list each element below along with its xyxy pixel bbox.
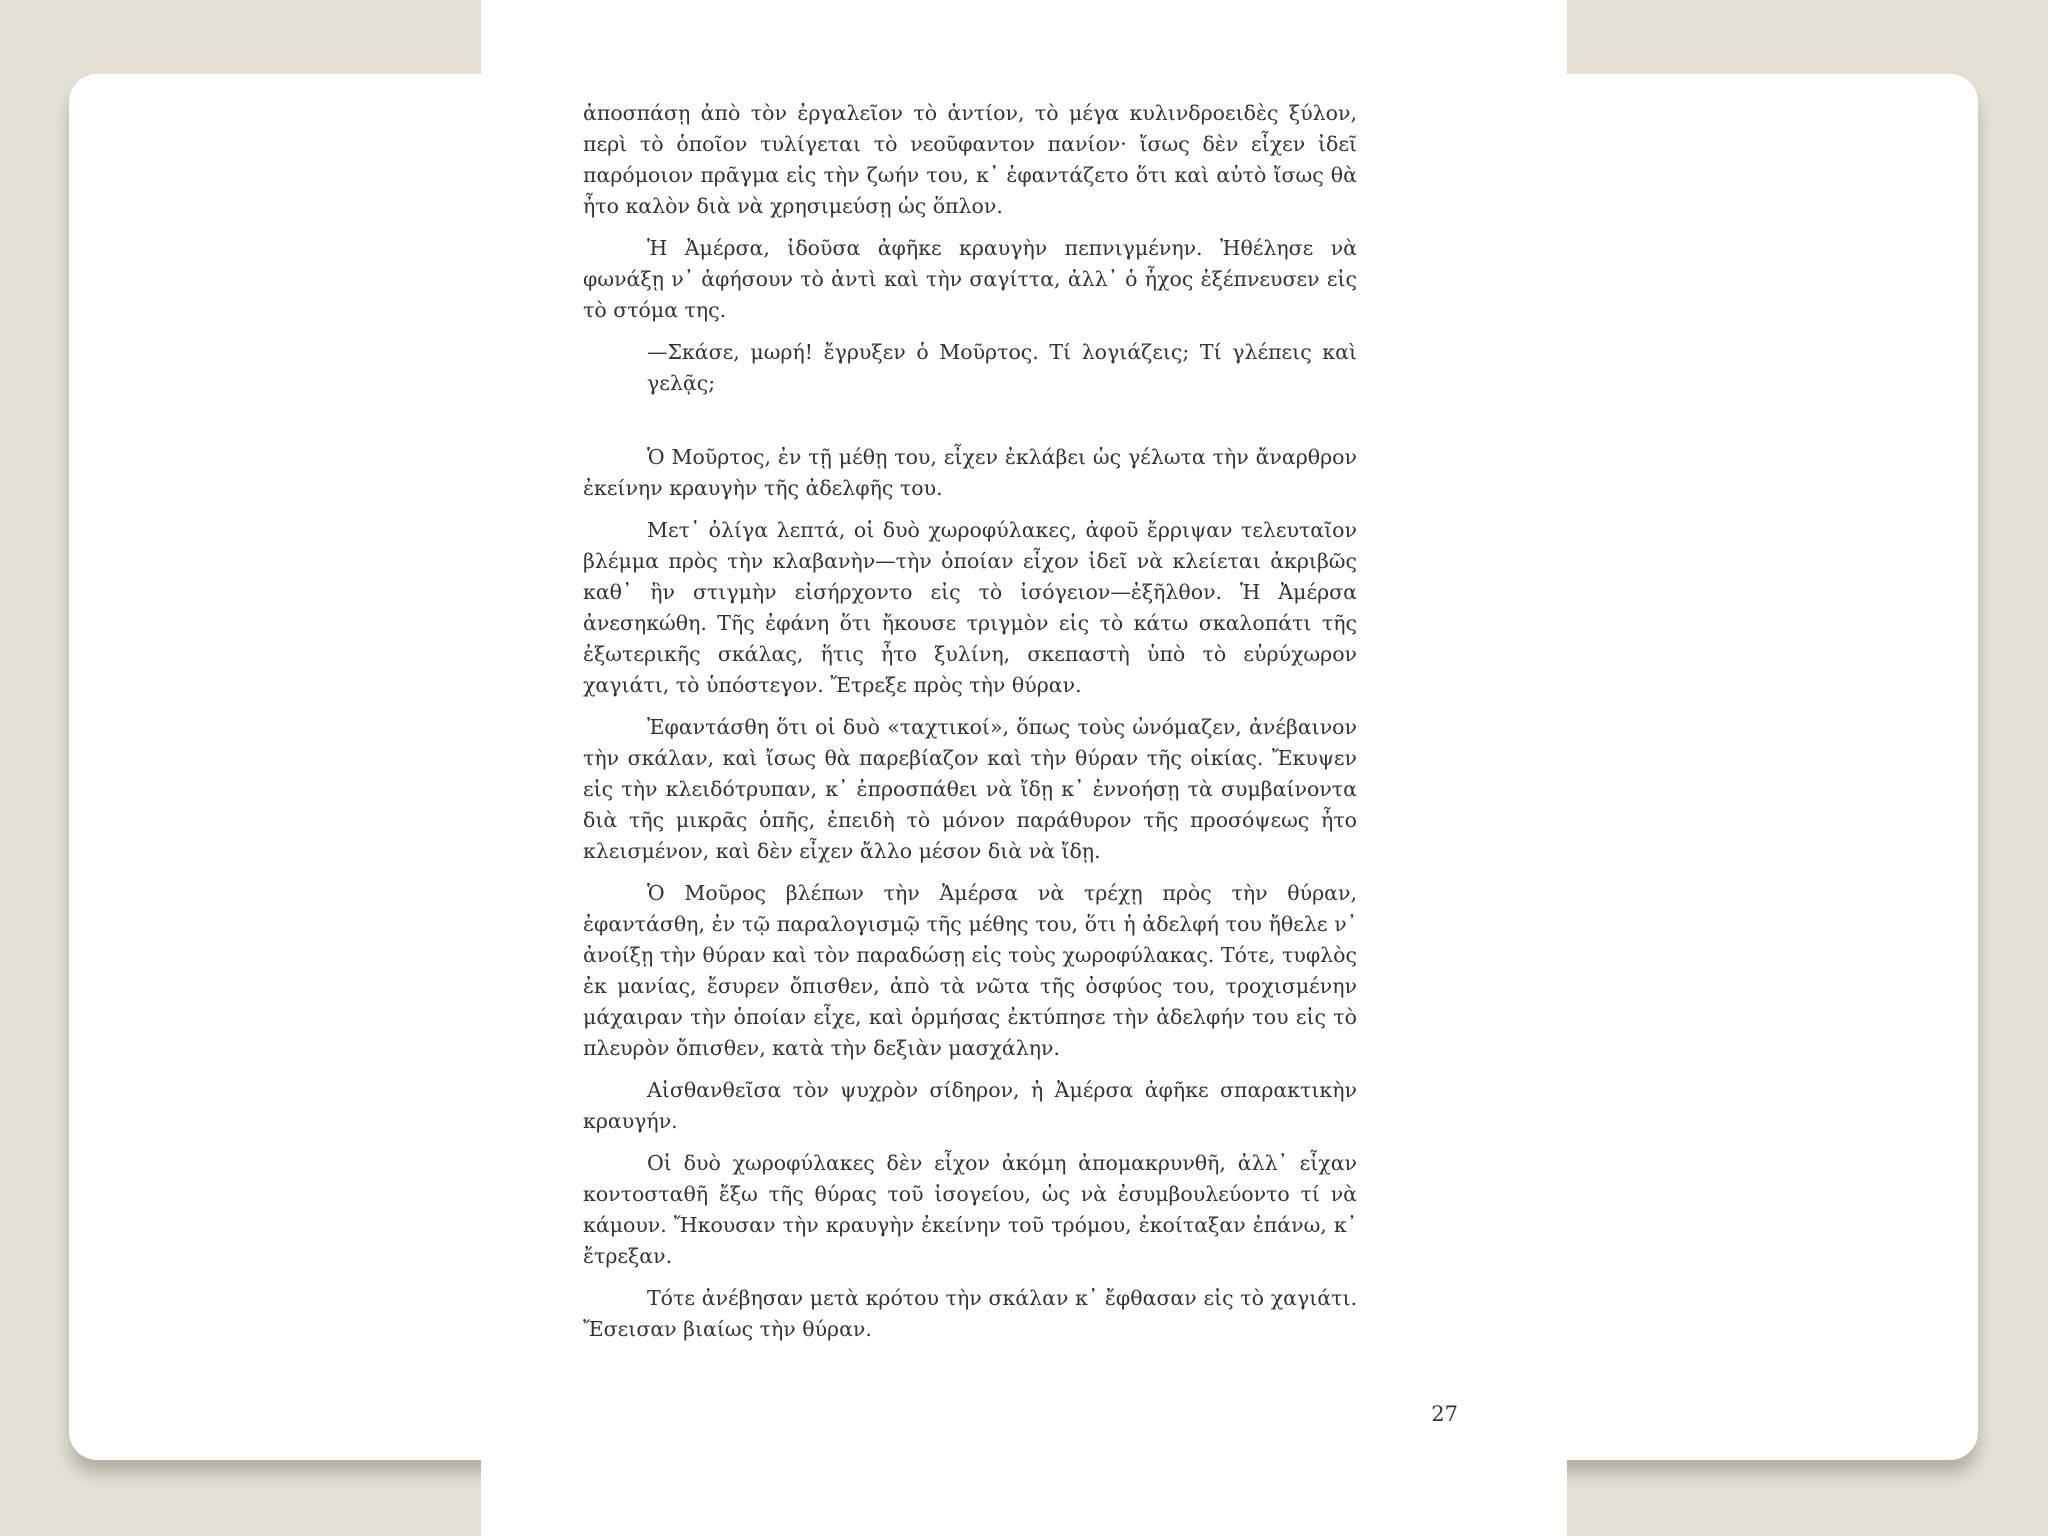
paragraph: Ἐφαντάσθη ὅτι οἱ δυὸ «ταχτικοί», ὅπως τοὺς ὠνόμαζεν, ἀνέβαινον τὴν σκάλαν, καὶ ἴσως θὰ παρεβίαζον καὶ τὴν θύραν τῆς οἰκίας. Ἔκυψεν εἰς τὴν κλειδότρυπαν, κ᾽ ἐπροσπάθει νὰ ἴδῃ κ᾽ ἐννοήσῃ τὰ συμβαίνοντα διὰ τῆς μικρᾶς ὀπῆς, ἐπειδὴ τὸ μόνον παράθυρον τῆς προσόψεως ἦτο κλεισμένον, καὶ δὲν εἶχεν ἄλλο μέσον διὰ νὰ ἴδῃ. — [583, 715, 1357, 863]
paragraph: Ἡ Ἀμέρσα, ἰδοῦσα ἀφῆκε κραυγὴν πεπνιγμένην. Ἠθέλησε νὰ φωνάξῃ ν᾽ ἀφήσουν τὸ ἀντὶ καὶ τὴν σαγίττα, ἀλλ᾽ ὁ ἦχος ἐξέπνευσεν εἰς τὸ στόμα της. — [583, 236, 1357, 322]
page-number: 27 — [1431, 1402, 1458, 1426]
paragraph: Ὁ Μοῦρος βλέπων τὴν Ἀμέρσα νὰ τρέχῃ πρὸς τὴν θύραν, ἐφαντάσθη, ἐν τῷ παραλογισμῷ τῆς μέθης του, ὅτι ἡ ἀδελφή του ἤθελε ν᾽ ἀνοίξῃ τὴν θύραν καὶ τὸν παραδώσῃ εἰς τοὺς χωροφύλακας. Τότε, τυφλὸς ἐκ μανίας, ἔσυρεν ὄπισθεν, ἀπὸ τὰ νῶτα τῆς ὀσφύος του, τροχισμένην μάχαιραν τὴν ὁποίαν εἶχε, καὶ ὁρμήσας ἐκτύπησε τὴν ἀδελφήν του εἰς τὸ πλευρὸν ὄπισθεν, κατὰ τὴν δεξιὰν μασχάλην. — [583, 881, 1357, 1060]
paragraph: Οἱ δυὸ χωροφύλακες δὲν εἶχον ἀκόμη ἀπομακρυνθῆ, ἀλλ᾽ εἶχαν κοντοσταθῆ ἔξω τῆς θύρας τοῦ ἰσογείου, ὡς νὰ ἐσυμβουλεύοντο τί νὰ κάμουν. Ἤκουσαν τὴν κραυγὴν ἐκείνην τοῦ τρόμου, ἐκοίταξαν ἐπάνω, κ᾽ ἔτρεξαν. — [583, 1151, 1357, 1268]
dialogue-line: —Σκάσε, μωρή! ἔγρυξεν ὁ Μοῦρτος. Τί λογιάζεις; Τί γλέπεις καὶ γελᾷς; — [647, 340, 1357, 395]
paragraph: Μετ᾽ ὀλίγα λεπτά, οἱ δυὸ χωροφύλακες, ἀφοῦ ἔρριψαν τελευταῖον βλέμμα πρὸς τὴν κλαβανὴν—τὴν ὁποίαν εἶχον ἰδεῖ νὰ κλείεται ἀκριβῶς καθ᾽ ἣν στιγμὴν εἰσήρχοντο εἰς τὸ ἰσόγειον—ἐξῆλθον. Ἡ Ἀμέρσα ἀνεσηκώθη. Τῆς ἐφάνη ὅτι ἤκουσε τριγμὸν εἰς τὸ κάτω σκαλοπάτι τῆς ἐξωτερικῆς σκάλας, ἥτις ἦτο ξυλίνη, σκεπαστὴ ὑπὸ τὸ εὐρύχωρον χαγιάτι, τὸ ὑπόστεγον. Ἔτρεξε πρὸς τὴν θύραν. — [583, 518, 1357, 697]
paragraph: ἀποσπάσῃ ἀπὸ τὸν ἐργαλεῖον τὸ ἀντίον, τὸ μέγα κυλινδροειδὲς ξύλον, περὶ τὸ ὁποῖον τυλίγεται τὸ νεοῦφαντον πανίον· ἴσως δὲν εἶχεν ἰδεῖ παρόμοιον πρᾶγμα εἰς τὴν ζωήν του, κ᾽ ἐφαντάζετο ὅτι καὶ αὐτὸ ἴσως θὰ ἦτο καλὸν διὰ νὰ χρησιμεύσῃ ὡς ὅπλον. — [583, 101, 1357, 218]
paragraph: Τότε ἀνέβησαν μετὰ κρότου τὴν σκάλαν κ᾽ ἔφθασαν εἰς τὸ χαγιάτι. Ἔσεισαν βιαίως τὴν θύραν. — [583, 1286, 1357, 1341]
paragraph: Ὁ Μοῦρτος, ἐν τῇ μέθῃ του, εἶχεν ἐκλάβει ὡς γέλωτα τὴν ἄναρθρον ἐκείνην κραυγὴν τῆς ἀδελφῆς του. — [583, 445, 1357, 500]
page-text — [583, 98, 1357, 1356]
paragraph: Αἰσθανθεῖσα τὸν ψυχρὸν σίδηρον, ἡ Ἀμέρσα ἀφῆκε σπαρακτικὴν κραυγήν. — [583, 1078, 1357, 1133]
document-page — [481, 0, 1567, 1536]
